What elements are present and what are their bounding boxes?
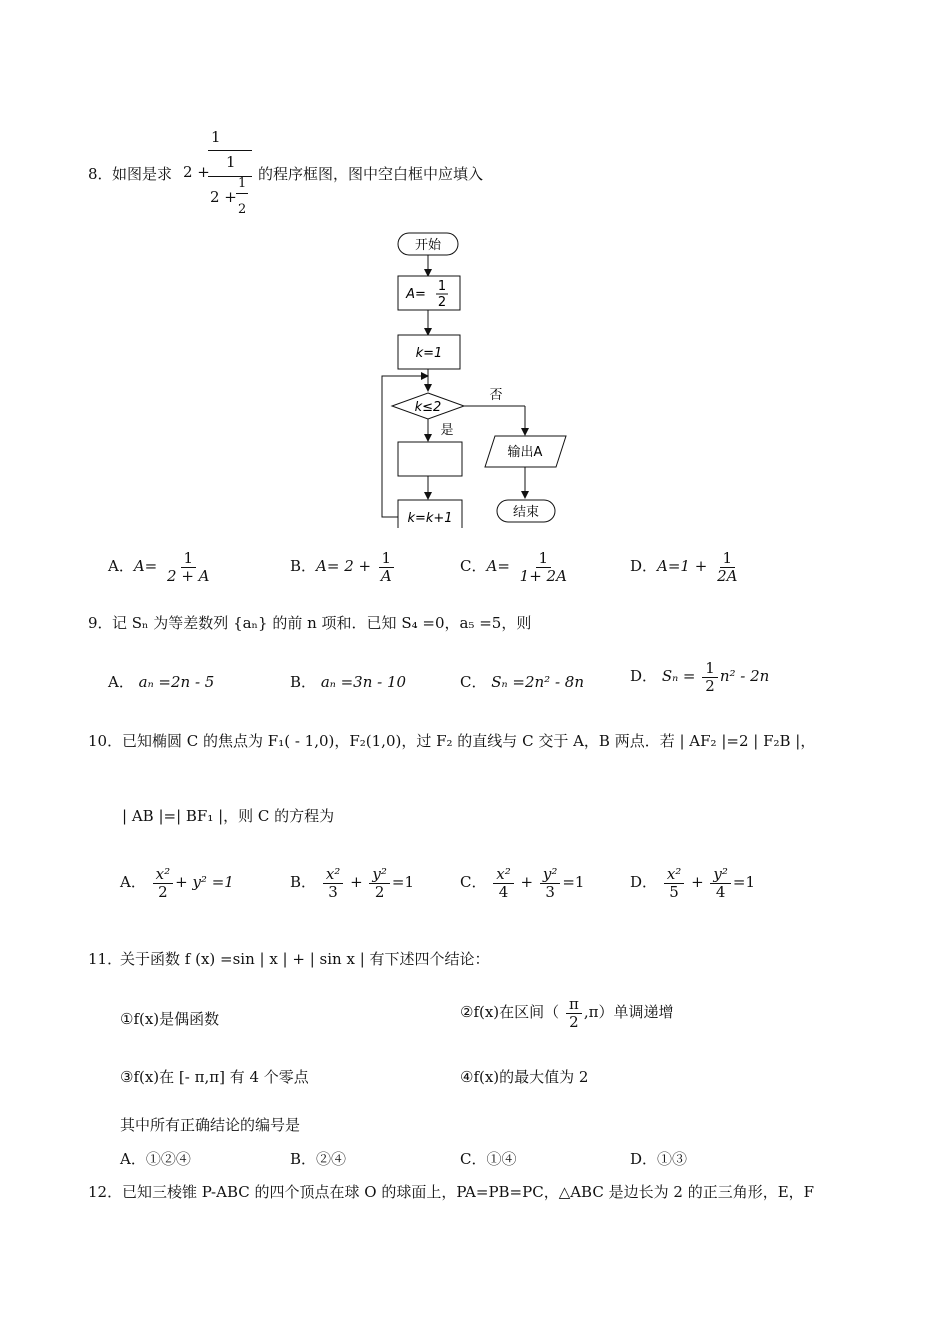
question-ask: 其中所有正确结论的编号是 xyxy=(120,1116,301,1134)
option-b: B．②④ xyxy=(290,1150,347,1168)
option-d: D．A=1 + $\frac{1}{2A}$ xyxy=(630,549,738,585)
blank-box xyxy=(398,442,462,476)
option-a: A．A= $\frac{1}{2 + A}$ xyxy=(108,549,210,585)
option-a: A． aₙ =2n - 5 xyxy=(108,673,215,691)
cf-mid-one: 1 xyxy=(226,153,236,171)
cf-inner-one: 1 xyxy=(238,176,247,191)
option-d: D． $\frac{\text{x²}}{5}$ + $\frac{\text{y²}}{4}$ =1 xyxy=(630,865,756,901)
start-label: 开始 xyxy=(414,238,442,253)
option-c: C． $\frac{\text{x²}}{4}$ + $\frac{\text{y²}}{3}$ =1 xyxy=(460,865,585,901)
option-a: A．①②④ xyxy=(120,1150,191,1168)
output-label: 输出A xyxy=(507,445,543,460)
yes-label: 是 xyxy=(440,423,454,438)
flowchart xyxy=(370,228,580,528)
option-c: C．A= $\frac{1}{1+ 2A}$ xyxy=(460,549,567,585)
assign-a-den: 2 xyxy=(437,295,447,310)
end-label: 结束 xyxy=(512,505,540,520)
cf-inner-two: 2 xyxy=(238,202,247,217)
question-stem: 已知三棱锥 P-ABC 的四个顶点在球 O 的球面上，PA=PB=PC，△ABC 是边长为 2 的正三角形，E，F xyxy=(122,1183,815,1201)
option-b: B． aₙ =3n - 10 xyxy=(290,673,407,691)
conclusion-3: ③f(x)在 [- π,π] 有 4 个零点 xyxy=(120,1068,309,1086)
option-b: B． $\frac{\text{x²}}{3}$ + $\frac{\text{y²}}{2}$ =1 xyxy=(290,865,415,901)
question-stem-line2: | AB |=| BF₁ |，则 C 的方程为 xyxy=(122,807,335,825)
option-b: B．A= 2 + $\frac{1}{A}$ xyxy=(290,550,397,584)
assign-a-num: 1 xyxy=(437,279,447,294)
question-stem: 如图是求 xyxy=(112,165,173,183)
option-c: C． Sₙ =2n² - 8n xyxy=(460,673,584,691)
no-label: 否 xyxy=(489,388,503,403)
assign-k-label: k=1 xyxy=(415,346,443,361)
option-a: A． $\frac{\text{x²}}{2}$ + y² =1 xyxy=(120,865,234,901)
question-number: 11． xyxy=(88,950,123,968)
question-number: 12． xyxy=(88,1183,123,1201)
option-d: D．①③ xyxy=(630,1150,688,1168)
option-d: D． Sₙ = $\frac{1}{2}$ n² - 2n xyxy=(630,659,770,695)
question-stem-line1: 已知椭圆 C 的焦点为 F₁( - 1,0)，F₂(1,0)，过 F₂ 的直线与 C 交于 A，B 两点．若 | AF₂ |=2 | F₂B |， xyxy=(122,732,816,750)
conclusion-2: ②f(x)在区间（ $\frac{\pi}{2}$ ,π）单调递增 xyxy=(460,995,674,1031)
cf-inner-int: 2 + xyxy=(210,188,237,206)
cf-int: 2 + xyxy=(183,163,210,181)
cf-inner-bar xyxy=(236,193,248,194)
question-number: 8． xyxy=(88,165,113,183)
assign-a-label: A= xyxy=(406,287,426,302)
conclusion-4: ④f(x)的最大值为 2 xyxy=(460,1068,589,1086)
option-c: C．①④ xyxy=(460,1150,517,1168)
question-stem: 记 Sₙ 为等差数列 {aₙ} 的前 n 项和．已知 S₄ =0，a₅ =5，则 xyxy=(112,614,532,632)
question-number: 9． xyxy=(88,614,113,632)
increment-label: k=k+1 xyxy=(407,511,453,526)
cf-top-bar xyxy=(208,150,252,151)
cf-top-one: 1 xyxy=(211,128,221,146)
question-number: 10． xyxy=(88,732,123,750)
conclusion-1: ①f(x)是偶函数 xyxy=(120,1010,220,1028)
question-stem: 关于函数 f (x) =sin | x | + | sin x | 有下述四个结论： xyxy=(120,950,490,968)
question-stem-post: 的程序框图，图中空白框中应填入 xyxy=(258,165,484,183)
condition-label: k≤2 xyxy=(414,400,442,415)
